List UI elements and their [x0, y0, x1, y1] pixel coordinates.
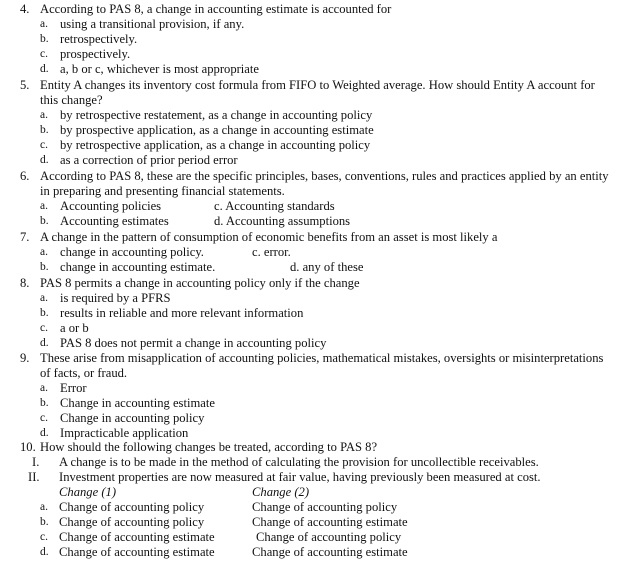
option-c: c. by retrospective application, as a change in accounting policy — [40, 138, 371, 152]
question-7 — [20, 230, 620, 275]
option-c: c. error. — [252, 245, 291, 259]
roman-numeral: II. — [28, 470, 40, 484]
column-header-1: Change (1) — [59, 485, 117, 499]
question-number: 4. — [20, 2, 30, 16]
option-d: d. a, b or c, whichever is most appropriate — [40, 62, 259, 76]
option-a: a. Error — [40, 381, 87, 395]
option-a: a. by retrospective restatement, as a change in accounting policy — [40, 108, 373, 122]
option-c: c. a or b — [40, 321, 89, 335]
statement-2 — [20, 470, 620, 485]
option-b: b. Change in accounting estimate — [40, 396, 215, 410]
question-text: These arise from misapplication of accounting policies, mathematical mistakes, oversights or misinterpretations — [40, 351, 604, 365]
option-row-ac: a. change in accounting policy. c. error. — [40, 245, 291, 259]
option-a: a. Change of accounting policy Change of accounting policy — [40, 500, 398, 514]
question-number: 5. — [20, 78, 30, 92]
option-a: Accounting policies — [60, 199, 162, 213]
option-b: b. retrospectively. — [40, 32, 138, 46]
option-b: b. by prospective application, as a change in accounting estimate — [40, 123, 374, 137]
question-8 — [20, 276, 620, 351]
option-a: change in accounting policy. — [60, 245, 204, 259]
column-headers — [20, 485, 620, 500]
option-d: d. Impracticable application — [40, 426, 189, 440]
option-b: change in accounting estimate. — [60, 260, 216, 274]
question-text: According to PAS 8, these are the specific principles, bases, conventions, rules and practices applied by an entity — [40, 169, 609, 183]
question-text: According to PAS 8, a change in accounting estimate is accounted for — [40, 2, 392, 16]
option-d: d. any of these — [290, 260, 364, 274]
question-text-cont: of facts, or fraud. — [40, 366, 128, 380]
option-c: c. Change of accounting estimate Change of accounting policy — [40, 530, 402, 544]
option-d: d. PAS 8 does not permit a change in accounting policy — [40, 336, 327, 350]
question-5 — [20, 78, 620, 168]
question-4 — [20, 2, 620, 77]
question-number: 9. — [20, 351, 30, 365]
option-d: d. as a correction of prior period error — [40, 153, 238, 167]
question-number: 10. — [20, 440, 36, 454]
option-c: c. Accounting standards — [214, 199, 335, 213]
option-c: c. Change in accounting policy — [40, 411, 205, 425]
statement-text: Investment properties are now measured at fair value, having previously been measured at cost. — [59, 470, 541, 484]
option-a: a. is required by a PFRS — [40, 291, 171, 305]
question-6 — [20, 169, 620, 229]
question-number: 8. — [20, 276, 30, 290]
statement-text: A change is to be made in the method of calculating the provision for uncollectible receivables. — [59, 455, 539, 469]
question-number: 6. — [20, 169, 30, 183]
question-text-cont: this change? — [40, 93, 103, 107]
statement-1 — [20, 455, 620, 470]
question-text: A change in the pattern of consumption of economic benefits from an asset is most likely a — [40, 230, 498, 244]
option-b: b. results in reliable and more relevant information — [40, 306, 304, 320]
column-header-2: Change (2) — [252, 485, 310, 499]
question-number: 7. — [20, 230, 30, 244]
option-a: a. using a transitional provision, if any. — [40, 17, 245, 31]
question-9 — [20, 351, 620, 441]
question-10 — [20, 440, 620, 560]
question-text: How should the following changes be treated, according to PAS 8? — [40, 440, 378, 454]
question-text-cont: in preparing and presenting financial statements. — [40, 184, 285, 198]
option-row-bd: b. change in accounting estimate. d. any of these — [40, 260, 364, 274]
question-text: PAS 8 permits a change in accounting policy only if the change — [40, 276, 360, 290]
option-d: d. Change of accounting estimate Change of accounting estimate — [40, 545, 408, 559]
question-text: Entity A changes its inventory cost formula from FIFO to Weighted average. How should Entity A account for — [40, 78, 595, 92]
option-d: d. Accounting assumptions — [214, 214, 351, 228]
option-c: c. prospectively. — [40, 47, 131, 61]
option-b: Accounting estimates — [60, 214, 169, 228]
roman-numeral: I. — [32, 455, 40, 469]
option-row-bd: b. Accounting estimates d. Accounting assumptions — [40, 214, 351, 228]
option-row-ac: a. Accounting policies c. Accounting standards — [40, 199, 335, 213]
option-b: b. Change of accounting policy Change of accounting estimate — [40, 515, 408, 529]
